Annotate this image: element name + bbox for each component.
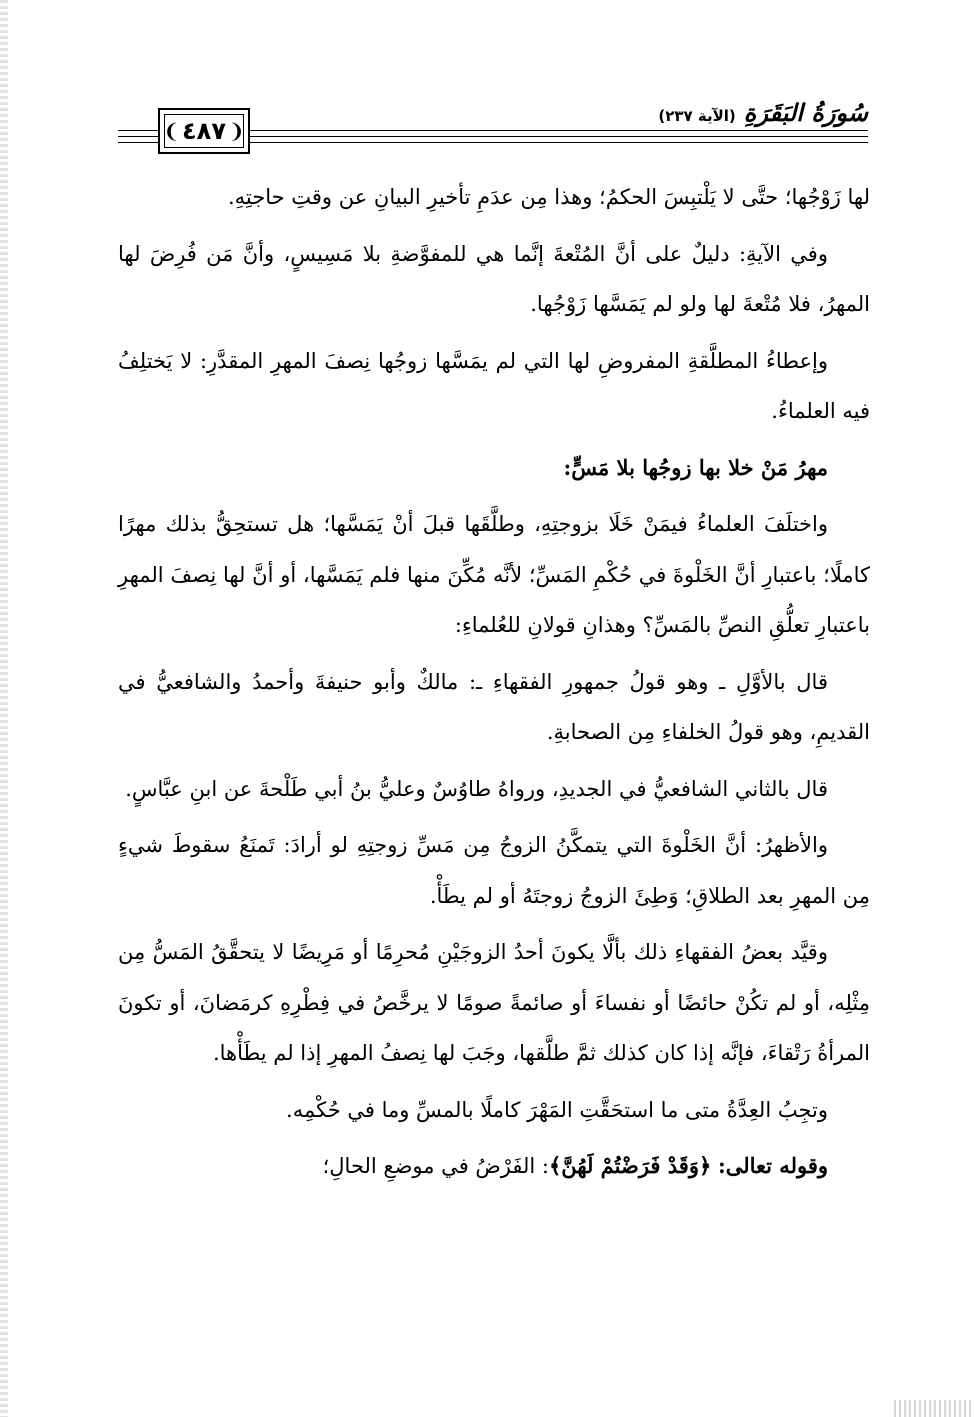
paragraph: وفي الآيةِ: دليلٌ على أنَّ المُتْعةَ إنَّما هي للمفوَّضةِ بلا مَسِيسٍ، وأنَّ مَن فُرِضَ لها المهرُ، فلا مُتْعةَ لها ولو لم يَمَسَّها زَوْجُها.	[118, 241, 870, 316]
paragraph: وقيَّد بعضُ الفقهاءِ ذلك بألَّا يكونَ أحدُ الزوجَيْنِ مُحرِمًا أو مَرِيضًا لا يتحقَّقُ المَسُّ مِن مِثْلِه، أو لم تكُنْ حائضًا أو نفساءَ أو صائمةً صومًا لا يرخَّصُ في فِطْرِهِ كرمَضانَ، أو تكونَ المرأةُ رَتْقاءَ، فإنَّه إذا كان كذلك ثمَّ طلَّقها، وجَبَ لها نِصفُ المهرِ إذا لم يطَأْها.	[118, 940, 870, 1065]
verse-reference: (الآية ٢٣٧)	[658, 107, 736, 125]
paragraph: وإعطاءُ المطلَّقةِ المفروضِ لها التي لم يمَسَّها زوجُها نِصفَ المهرِ المقدَّرِ: لا يَختلِفُ فيه العلماءُ.	[118, 348, 870, 423]
surah-name: سُورَةُ البَقَرَةِ	[743, 98, 868, 127]
paragraph: لها زَوْجُها؛ حتَّى لا يَلْتبِسَ الحكمُ؛ وهذا مِن عدَمِ تأخيرِ البيانِ عن وقتِ حاجتِهِ.	[227, 185, 870, 209]
page-number-box	[158, 108, 250, 154]
running-title	[648, 98, 868, 127]
ornament-bracket-icon: ❨	[227, 119, 245, 143]
final-line	[118, 1141, 870, 1192]
page-header	[118, 92, 868, 158]
paragraph: والأظهرُ: أنَّ الخَلْوةَ التي يتمكَّنُ الزوجُ مِن مَسِّ زوجتِهِ لو أرادَ: تَمنَعُ سقوطَ شيءٍ مِن المهرِ بعد الطلاقِ؛ وَطِئَ الزوجُ زوجتَهُ أو لم يطَأْ.	[118, 833, 870, 908]
verse-lead: وقوله تعالى:	[717, 1153, 828, 1178]
quran-quote: ﴿وَقَدْ فَرَضْتُمْ لَهُنَّ﴾	[549, 1153, 712, 1178]
ornament-bracket-icon: ❩	[163, 119, 181, 143]
paragraph: وتجِبُ العِدَّةُ متى ما استحَقَّتِ المَهْرَ كاملًا بالمسِّ وما في حُكْمِه.	[286, 1097, 828, 1122]
section-heading: مهرُ مَنْ خلا بها زوجُها بلا مَسٍّ:	[563, 454, 828, 480]
body-text	[118, 172, 870, 1198]
scan-edge-bottom	[894, 1400, 974, 1417]
paragraph: قال بالثاني الشافعيُّ في الجديدِ، ورواهُ طاوُسٌ وعليُّ بنُ أبي طَلْحةَ عن ابنِ عبَّاسٍ.	[125, 776, 828, 801]
final-line-text: : الفَرْضُ في موضعِ الحالِ؛	[322, 1154, 549, 1178]
scan-edge-left	[0, 0, 8, 1417]
paragraph: قال بالأوَّلِ ـ وهو قولُ جمهورِ الفقهاءِ ـ: مالكٌ وأبو حنيفةَ وأحمدُ والشافعيُّ في القديمِ، وهو قولُ الخلفاءِ مِن الصحابةِ.	[118, 669, 870, 744]
page-number: ٤٨٧	[182, 117, 226, 145]
paragraph: واختلَفَ العلماءُ فيمَنْ خَلَا بزوجتِهِ، وطلَّقَها قبلَ أنْ يَمَسَّها؛ هل تستحِقُّ بذلك مهرًا كاملًا؛ باعتبارِ أنَّ الخَلْوةَ في حُكْمِ المَسِّ؛ لأنَّه مُكِّنَ منها فلم يَمَسَّها، أو أنَّ لها نِصفَ المهرِ باعتبارِ تعلُّقِ النصِّ بالمَسِّ؟ وهذانِ قولانِ للعُلماءِ:	[118, 512, 870, 637]
